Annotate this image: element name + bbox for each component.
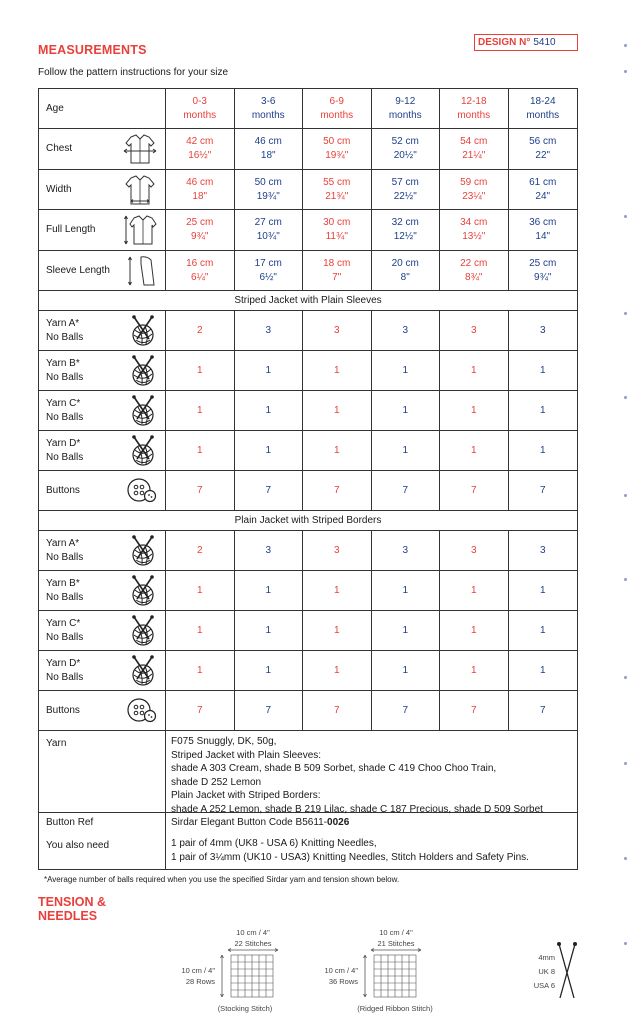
size-2: 6-9 months (303, 89, 372, 128)
section-title-row (39, 291, 577, 311)
design-number-box (474, 34, 578, 51)
yarn-info-label: Yarn (39, 731, 166, 812)
yarn-row: Yarn B* No Balls 1 1 1 1 1 1 (39, 571, 577, 611)
buttons-label: Buttons (46, 484, 80, 496)
edge-mark (624, 676, 627, 679)
yarn-label: Yarn C* (46, 617, 81, 629)
yarn-label: Yarn A* (46, 537, 80, 549)
intro-text: Follow the pattern instructions for your size (38, 67, 229, 78)
size-3: 9-12 months (372, 89, 441, 128)
balls-label: No Balls (46, 631, 84, 643)
edge-mark (624, 44, 627, 47)
balls-label: No Balls (46, 671, 84, 683)
edge-mark (624, 312, 627, 315)
swatch2-grid-icon (371, 948, 421, 1000)
yarn-ball-icon (129, 435, 157, 467)
also-need-label: You also need (39, 833, 166, 870)
button-ref-text: Sirdar Elegant Button Code B5611-0026 (171, 817, 350, 828)
age-label: Age (39, 89, 166, 128)
size-5: 18-24 months (526, 95, 560, 121)
needle-size: 4mm (538, 953, 555, 962)
button-code: 0026 (327, 817, 350, 828)
edge-mark (624, 857, 627, 860)
measurement-label: Width (46, 183, 72, 195)
page-title: MEASUREMENTS (38, 43, 147, 57)
edge-mark (624, 215, 627, 218)
design-prefix: DESIGN N° (478, 37, 531, 48)
yarn-label: Yarn D* (46, 437, 81, 449)
size-0: 0-3 months (166, 89, 235, 128)
measurements-table (38, 88, 578, 870)
edge-mark (624, 762, 627, 765)
tension-heading: TENSION & NEEDLES (38, 895, 107, 923)
buttons-row: Buttons 7 7 7 7 7 7 (39, 471, 577, 511)
button-icon (125, 698, 157, 724)
yarn-ball-icon (129, 655, 157, 687)
yarn-row: Yarn D* No Balls 1 1 1 1 1 1 (39, 651, 577, 691)
knitting-needles-icon (556, 940, 578, 1000)
yarn-label: Yarn A* (46, 317, 80, 329)
yarn-row: Yarn B* No Balls 1 1 1 1 1 1 (39, 351, 577, 391)
swatch1-grid-icon (228, 948, 278, 1000)
yarn-row: Yarn C* No Balls 1 1 1 1 1 1 (39, 391, 577, 431)
width-diagram-icon (123, 174, 157, 206)
yarn-ball-icon (129, 535, 157, 567)
section-title: Striped Jacket with Plain Sleeves (234, 294, 382, 306)
measurement-label: Chest (46, 143, 73, 154)
balls-label: No Balls (46, 551, 84, 563)
yarn-ball-icon (129, 355, 157, 387)
button-icon (125, 478, 157, 504)
balls-label: No Balls (46, 451, 84, 463)
yarn-row: Yarn D* No Balls 1 1 1 1 1 1 (39, 431, 577, 471)
swatch2-height-label: 10 cm / 4" (324, 966, 358, 975)
length-diagram-icon (123, 213, 157, 247)
yarn-label: Yarn B* (46, 357, 80, 369)
buttons-row: Buttons 7 7 7 7 7 7 (39, 691, 577, 731)
button-ref-row (39, 813, 577, 833)
yarn-ball-icon (129, 315, 157, 347)
yarn-ball-icon (129, 575, 157, 607)
balls-label: No Balls (46, 331, 84, 343)
swatch2-caption: (Ridged Ribbon Stitch) (357, 1004, 433, 1013)
size-4: 12-18 months (440, 89, 509, 128)
balls-label: No Balls (46, 591, 84, 603)
swatch2-rows: 36 Rows (328, 977, 358, 986)
yarn-row: Yarn A* No Balls 2 3 3 3 3 3 (39, 311, 577, 351)
swatch1-height-arrow (219, 955, 225, 997)
yarn-ball-icon (129, 395, 157, 427)
yarn-ball-icon (129, 615, 157, 647)
size-1: 3-6 months (235, 89, 304, 128)
measurement-row-full-length: Full Length 25 cm 9¾" 27 cm 10¾" 30 cm 11¾" 32 cm 12½" 34 cm 13½" 36 cm 14" (39, 210, 577, 251)
swatch1-rows: 28 Rows (185, 977, 215, 986)
yarn-row: Yarn A* No Balls 2 3 3 3 3 3 (39, 531, 577, 571)
buttons-label: Buttons (46, 704, 80, 716)
age-row (39, 89, 577, 129)
edge-mark (624, 578, 627, 581)
swatch1-width-label: 10 cm / 4" (236, 928, 270, 937)
edge-mark (624, 942, 627, 945)
design-number: 5410 (533, 37, 556, 48)
needle-usa: USA 6 (533, 981, 555, 990)
measurement-row-sleeve-length: Sleeve Length 16 cm 6¼" 17 cm 6½" 18 cm 7" 20 cm 8" 22 cm 8¾" 25 cm 9¾" (39, 251, 577, 291)
button-ref-label: Button Ref (39, 813, 166, 833)
also-need-row (39, 833, 577, 870)
sleeve-diagram-icon (127, 254, 157, 288)
edge-mark (624, 70, 627, 73)
footnote: *Average number of balls required when you use the specified Sirdar yarn and tension shown below. (44, 875, 400, 884)
swatch2-width-label: 10 cm / 4" (379, 928, 413, 937)
measurement-label: Sleeve Length (46, 264, 110, 276)
yarn-label: Yarn B* (46, 577, 80, 589)
yarn-info-text: F075 Snuggly, DK, 50g, Striped Jacket with Plain Sleeves: shade A 303 Cream, shade B 509 Sorbet, shade C 419 Choo Choo Train, shade D 252 Lemon Plain Jacket with Striped Borders: shade A 252 Lemon, shade B 219 Lilac, shade C 187 Precious, shade D 509 Sorbet (171, 736, 543, 815)
balls-label: No Balls (46, 371, 84, 383)
swatch1-height-label: 10 cm / 4" (181, 966, 215, 975)
measurement-row-width: Width 46 cm 18" 50 cm 19¾" 55 cm 21¾" 57 cm 22½" 59 cm 23¼" 61 cm 24" (39, 170, 577, 210)
swatch2-stitches: 21 Stitches (377, 939, 415, 948)
needle-uk: UK 8 (538, 967, 555, 976)
swatch1-caption: (Stocking Stitch) (217, 1004, 273, 1013)
yarn-label: Yarn C* (46, 397, 81, 409)
yarn-row: Yarn C* No Balls 1 1 1 1 1 1 (39, 611, 577, 651)
edge-mark (624, 494, 627, 497)
chest-diagram-icon (123, 133, 157, 165)
section-title: Plain Jacket with Striped Borders (234, 514, 382, 526)
yarn-label: Yarn D* (46, 657, 81, 669)
swatch1-stitches: 22 Stitches (234, 939, 272, 948)
section-title-row (39, 511, 577, 531)
swatch2-height-arrow (362, 955, 368, 997)
measurement-label: Full Length (46, 224, 96, 235)
also-need-text: 1 pair of 4mm (UK8 - USA 6) Knitting Needles, 1 pair of 3¼mm (UK10 - USA3) Knitting Needles, Stitch Holders and Safety Pins. (171, 838, 529, 863)
balls-label: No Balls (46, 411, 84, 423)
measurement-row-chest: Chest 42 cm 16½" 46 cm 18" 50 cm 19¾" 52 cm 20½" 54 cm 21¼" 56 cm 22" (39, 129, 577, 170)
edge-mark (624, 396, 627, 399)
yarn-info-row (39, 731, 577, 813)
